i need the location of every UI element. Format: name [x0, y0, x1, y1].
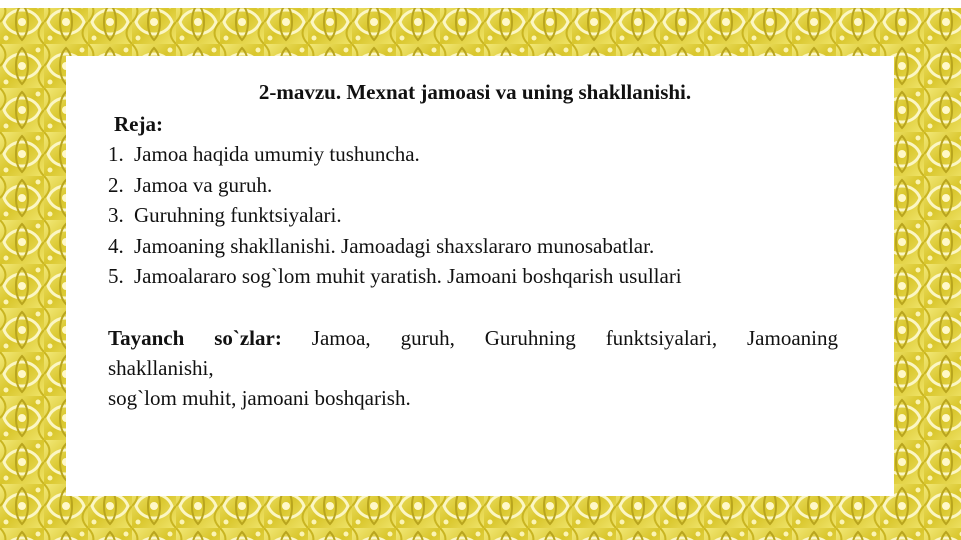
keywords-text-1: Jamoa, guruh, Guruhning funktsiyalari, Jamoaning — [311, 326, 838, 350]
content-panel — [66, 56, 894, 496]
plan-item-number: 3. — [108, 203, 124, 227]
plan-item-number: 5. — [108, 264, 124, 288]
plan-item — [108, 139, 682, 170]
plan-item-number: 2. — [108, 172, 124, 197]
plan-item-number: 4. — [108, 233, 124, 258]
plan-item — [108, 200, 682, 231]
plan-item-text: Guruhning funktsiyalari. — [134, 203, 342, 227]
keywords-line-3: sog`lom muhit, jamoani boshqarish. — [108, 386, 411, 410]
plan-item — [108, 231, 682, 262]
keywords-paragraph — [108, 323, 838, 413]
keywords-label: Tayanch so`zlar: — [108, 326, 282, 350]
plan-heading: Reja: — [114, 112, 163, 136]
plan-item-text: Jamoaning shakllanishi. Jamoadagi shaxslararo munosabatlar. — [134, 233, 655, 258]
plan-item-text: Jamoalararo sog`lom muhit yaratish. Jamoani boshqarish usullari — [134, 264, 682, 288]
plan-item-text: Jamoa haqida umumiy tushuncha. — [134, 142, 420, 166]
plan-item-text: Jamoa va guruh. — [134, 172, 273, 197]
plan-item-number: 1. — [108, 142, 124, 166]
plan-item — [108, 170, 682, 201]
keywords-line-1 — [108, 323, 838, 353]
page-title: 2-mavzu. Mexnat jamoasi va uning shakllanishi. — [258, 80, 692, 104]
keywords-line-2: shakllanishi, — [108, 356, 214, 380]
plan-item — [108, 261, 682, 292]
plan-list — [108, 139, 682, 292]
